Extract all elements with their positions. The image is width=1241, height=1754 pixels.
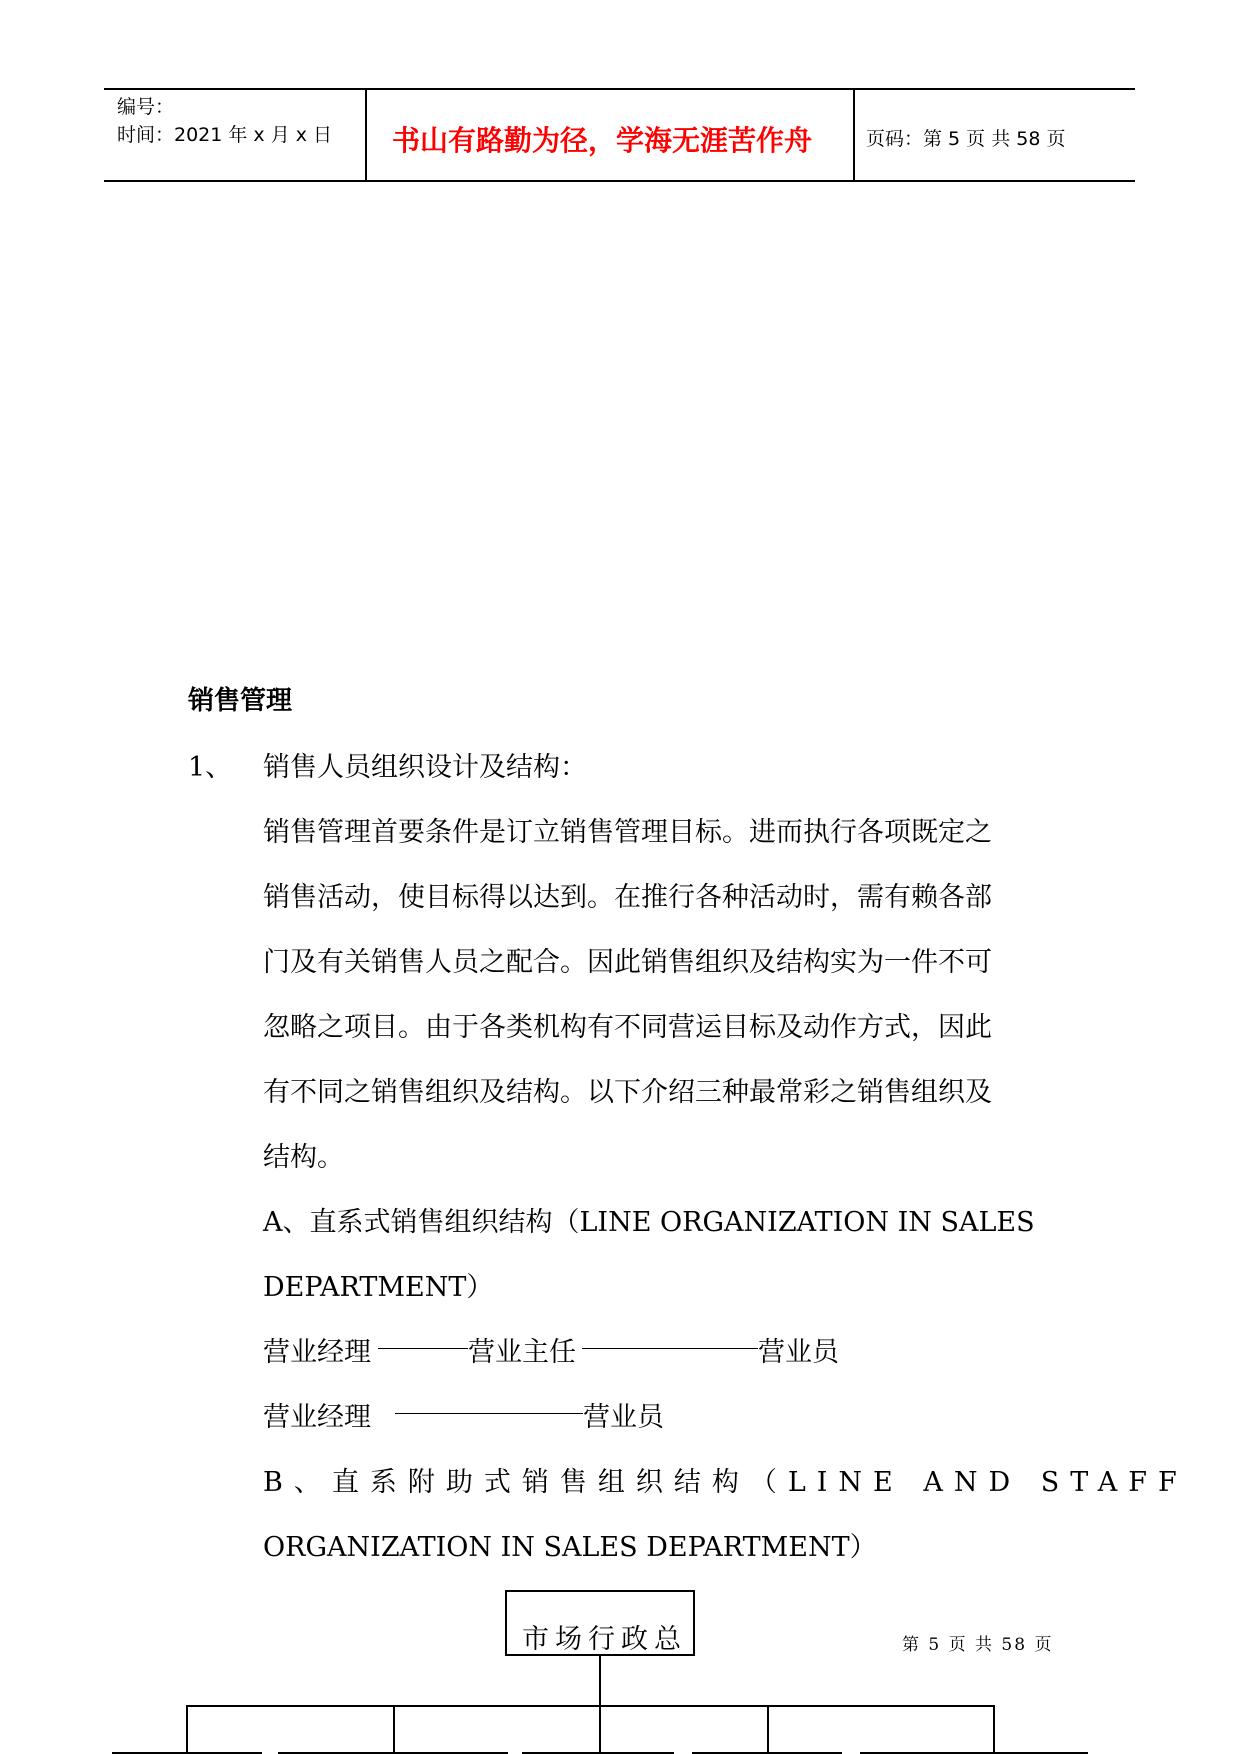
- footer-page-number: 第 5 页 共 58 页: [902, 1635, 1054, 1655]
- paragraph-line: 忽略之项目。由于各类机构有不同营运目标及动作方式，因此: [263, 1012, 992, 1043]
- line-organization-heading-cont: DEPARTMENT）: [263, 1272, 494, 1303]
- section-title: 销售管理: [188, 686, 293, 716]
- chain2-connector: [395, 1413, 583, 1414]
- header-top-rule: [104, 88, 1135, 90]
- paragraph-line: 销售活动，使目标得以达到。在推行各种活动时，需有赖各部: [263, 882, 992, 913]
- header-divider-left: [365, 88, 367, 182]
- header-bottom-rule: [104, 180, 1135, 182]
- org-branch-drop: [599, 1705, 601, 1754]
- paragraph-line: 有不同之销售组织及结构。以下介绍三种最常彩之销售组织及: [263, 1077, 992, 1108]
- chain2-manager: 营业经理: [263, 1402, 371, 1433]
- header-divider-right: [853, 88, 855, 182]
- paragraph-line: 销售管理首要条件是订立销售管理目标。进而执行各项既定之: [263, 817, 992, 848]
- header-time-label: 时间：2021 年 x 月 x 日: [117, 124, 333, 146]
- chain1-supervisor: 营业主任: [468, 1337, 576, 1368]
- org-branch-drop: [393, 1705, 395, 1754]
- org-top-box-label: 市场行政总: [522, 1624, 687, 1655]
- org-branch-drop: [186, 1705, 188, 1754]
- org-stem: [599, 1656, 601, 1706]
- paragraph-line: 结构。: [263, 1142, 344, 1173]
- org-branch-drop: [767, 1705, 769, 1754]
- paragraph-line: 门及有关销售人员之配合。因此销售组织及结构实为一件不可: [263, 947, 992, 978]
- line-staff-heading-text: B、直系附助式销售组织结构（LINE AND STAFF: [263, 1467, 1188, 1498]
- header-page-label: 页码：第 5 页 共 58 页: [866, 128, 1066, 150]
- line-staff-heading-cont: ORGANIZATION IN SALES DEPARTMENT）: [263, 1532, 877, 1563]
- chain1-staff: 营业员: [758, 1337, 839, 1368]
- line-staff-heading: [263, 1460, 1188, 1499]
- item-title: 销售人员组织设计及结构：: [263, 752, 587, 783]
- header-motto: 书山有路勤为径，学海无涯苦作舟: [392, 124, 813, 157]
- header-number-label: 编号：: [117, 96, 175, 118]
- item-number: 1、: [188, 752, 233, 783]
- chain1-connector-2: [582, 1348, 758, 1349]
- chain1-connector-1: [378, 1348, 468, 1349]
- line-organization-heading: A、直系式销售组织结构（LINE ORGANIZATION IN SALES: [263, 1207, 1035, 1238]
- chain2-staff: 营业员: [583, 1402, 664, 1433]
- chain1-manager: 营业经理: [263, 1337, 371, 1368]
- org-branch-bar: [186, 1705, 995, 1707]
- org-branch-drop: [993, 1705, 995, 1754]
